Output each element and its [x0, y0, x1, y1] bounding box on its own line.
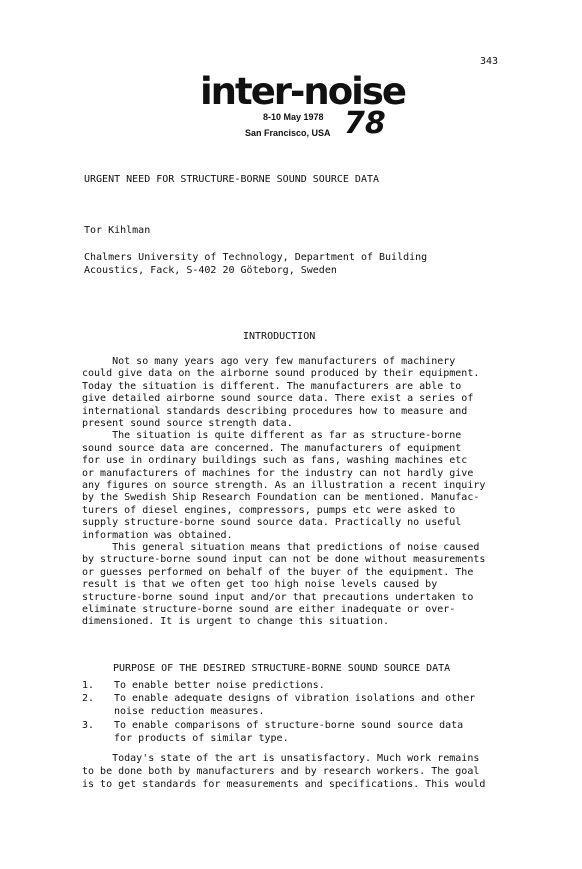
body-text-line: give detailed airborne sound source data. There exist a series of	[82, 393, 474, 404]
list-item-text: To enable adequate designs of vibration isolations and other	[114, 693, 476, 704]
logo-year: 78	[344, 106, 386, 141]
body-text-line: supply structure-borne sound source data. Practically no useful	[82, 517, 462, 528]
logo-location: San Francisco, USA	[245, 128, 331, 138]
body-text-line: for use in ordinary buildings such as fans, washing machines etc	[82, 455, 468, 466]
author-name: Tor Kihlman	[84, 225, 151, 236]
section-heading-purpose: PURPOSE OF THE DESIRED STRUCTURE-BORNE SOUND SOURCE DATA	[113, 663, 451, 674]
body-text-line: This general situation means that predictions of noise caused	[82, 542, 480, 553]
paper-title: URGENT NEED FOR STRUCTURE-BORNE SOUND SOURCE DATA	[84, 174, 380, 185]
list-item-text: noise reduction measures.	[114, 706, 265, 717]
body-text-line: Today the situation is different. The manufacturers are able to	[82, 381, 462, 392]
list-item-text: for products of similar type.	[114, 733, 289, 744]
body-text-line: dimensioned. It is urgent to change this situation.	[82, 616, 390, 627]
body-text-line: to be done both by manufacturers and by research workers. The goal	[82, 766, 480, 777]
body-text-line: international standards describing procedures how to measure and	[82, 406, 468, 417]
list-item-number: 2.	[82, 693, 95, 704]
body-text-line: or guesses performed on behalf of the buyer of the equipment. The	[82, 567, 474, 578]
body-text-line: structure-borne sound input and/or that precautions undertaken to	[82, 592, 474, 603]
list-item-number: 1.	[82, 680, 95, 691]
body-text-line: eliminate structure-borne sound are either inadequate or over-	[82, 604, 456, 615]
body-text-line: by the Swedish Ship Research Foundation can be mentioned. Manufac-	[82, 492, 480, 503]
body-text-line: Today's state of the art is unsatisfactory. Much work remains	[82, 753, 480, 764]
conference-logo	[200, 70, 405, 142]
logo-wordmark: inter-noise	[200, 70, 405, 113]
body-text-line: sound source data are concerned. The manufacturers of equipment	[82, 443, 462, 454]
section-heading-introduction: INTRODUCTION	[243, 331, 316, 342]
body-text-line: result is that we often get too high noise levels caused by	[82, 579, 438, 590]
body-text-line: information was obtained.	[82, 530, 233, 541]
body-text-line: or manufacturers of machines for the industry can not hardly give	[82, 468, 474, 479]
list-item-number: 3.	[82, 720, 95, 731]
list-item-text: To enable comparisons of structure-borne sound source data	[114, 720, 464, 731]
body-text-line: is to get standards for measurements and specifications. This would	[82, 779, 486, 790]
body-text-line: by structure-borne sound input can not be done without measurements	[82, 554, 486, 565]
affiliation-line: Chalmers University of Technology, Department of Building	[84, 252, 428, 263]
body-text-line: Not so many years ago very few manufacturers of machinery	[82, 356, 456, 367]
body-text-line: turers of diesel engines, compressors, pumps etc were asked to	[82, 505, 456, 516]
affiliation-line: Acoustics, Fack, S-402 20 Göteborg, Sweden	[84, 265, 337, 276]
body-text-line: The situation is quite different as far as structure-borne	[82, 430, 462, 441]
body-text-line: present sound source strength data.	[82, 418, 293, 429]
list-item-text: To enable better noise predictions.	[114, 680, 325, 691]
body-text-line: could give data on the airborne sound produced by their equipment.	[82, 368, 480, 379]
body-text-line: any figures on source strength. As an illustration a recent inquiry	[82, 480, 486, 491]
page-number: 343	[480, 56, 499, 67]
logo-dates: 8-10 May 1978	[263, 112, 324, 122]
